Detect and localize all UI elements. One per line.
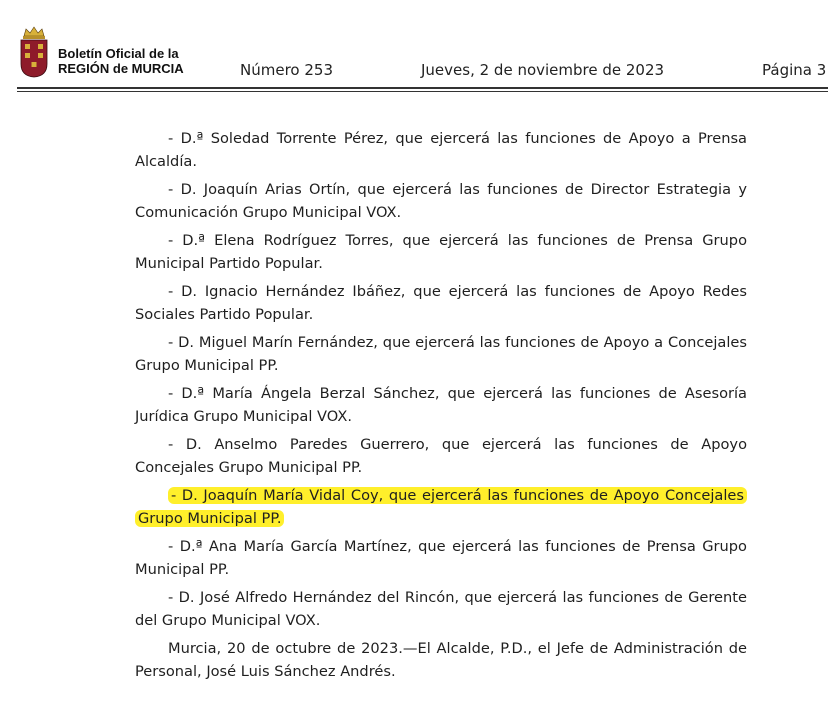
header-rule-thin xyxy=(17,91,828,92)
issue-number: Número 253 xyxy=(240,61,333,79)
appointment-paragraph: - D. José Alfredo Hernández del Rincón, que ejercerá las funciones de Gerente del Grupo Municipal VOX. xyxy=(135,589,747,629)
page-number: Página 3 xyxy=(762,61,827,79)
highlighted-paragraph xyxy=(135,484,747,530)
appointment-paragraph: - D. Miguel Marín Fernández, que ejercerá las funciones de Apoyo a Concejales Grupo Municipal PP. xyxy=(135,334,747,374)
closing-signature: Murcia, 20 de octubre de 2023.—El Alcalde, P.D., el Jefe de Administración de Personal, José Luis Sánchez Andrés. xyxy=(135,640,747,680)
text-highlight: - D. Joaquín María Vidal Coy, que ejercerá las funciones de Apoyo Concejales Grupo Municipal PP. xyxy=(135,487,747,527)
appointment-paragraph: - D. Joaquín Arias Ortín, que ejercerá las funciones de Director Estrategia y Comunicación Grupo Municipal VOX. xyxy=(135,181,747,221)
page-header xyxy=(0,0,828,92)
region-crest-icon xyxy=(19,26,49,78)
document-body xyxy=(135,127,747,688)
appointment-paragraph: - D.ª Soledad Torrente Pérez, que ejercerá las funciones de Apoyo a Prensa Alcaldía. xyxy=(135,130,747,170)
appointment-paragraph: - D.ª Ana María García Martínez, que ejercerá las funciones de Prensa Grupo Municipal PP. xyxy=(135,538,747,578)
brand-line-2: REGIÓN de MURCIA xyxy=(58,61,184,76)
appointment-paragraph: - D.ª Elena Rodríguez Torres, que ejercerá las funciones de Prensa Grupo Municipal Partido Popular. xyxy=(135,232,747,272)
appointment-paragraph: - D. Ignacio Hernández Ibáñez, que ejercerá las funciones de Apoyo Redes Sociales Partido Popular. xyxy=(135,283,747,323)
appointment-paragraph: - D.ª María Ángela Berzal Sánchez, que ejercerá las funciones de Asesoría Jurídica Grupo Municipal VOX. xyxy=(135,385,747,425)
bulletin-brand xyxy=(58,46,184,76)
header-rule-thick xyxy=(17,87,828,89)
issue-date: Jueves, 2 de noviembre de 2023 xyxy=(421,61,665,79)
appointment-paragraph: - D. Anselmo Paredes Guerrero, que ejercerá las funciones de Apoyo Concejales Grupo Municipal PP. xyxy=(135,436,747,476)
brand-line-1: Boletín Oficial de la xyxy=(58,46,179,61)
